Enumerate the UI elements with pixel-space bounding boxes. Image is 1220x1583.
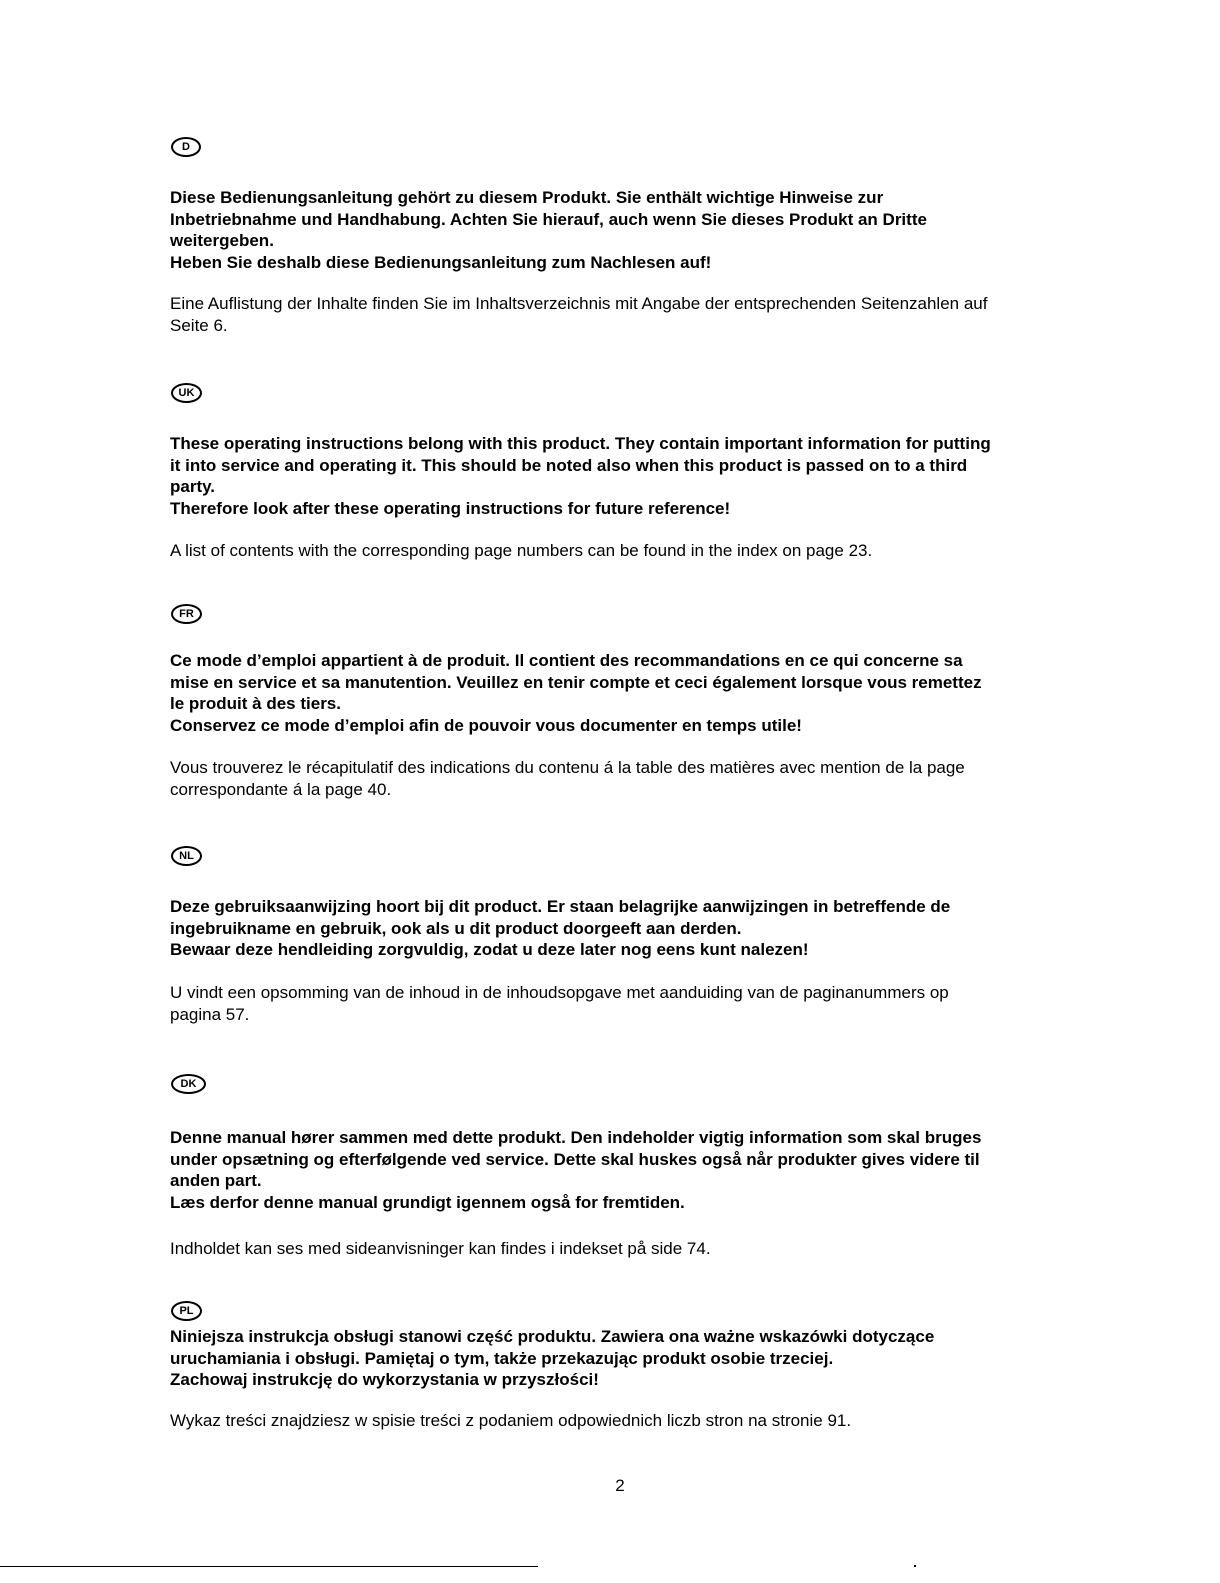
- language-badge-pl: PL: [171, 1301, 202, 1321]
- text-line: party.: [170, 477, 216, 496]
- text-line: Eine Auflistung der Inhalte finden Sie im Inhaltsverzeichnis mit Angabe der entsprechenden Seitenzahlen auf: [170, 294, 988, 313]
- dk-notice-bold: [170, 1127, 1080, 1213]
- text-line: correspondante á la page 40.: [170, 779, 392, 799]
- de-notice-bold: [170, 187, 1080, 273]
- text-line: Diese Bedienungsanleitung gehört zu diesem Produkt. Sie enthält wichtige Hinweise zur: [170, 188, 884, 207]
- text-line: Niniejsza instrukcja obsługi stanowi część produktu. Zawiera ona ważne wskazówki dotyczące: [170, 1327, 935, 1346]
- text-line: Bewaar deze hendleiding zorgvuldig, zodat u deze later nog eens kunt nalezen!: [170, 940, 809, 959]
- language-badge-fr: FR: [171, 604, 202, 624]
- nl-contents-note: [170, 982, 1080, 1025]
- fr-notice-bold: [170, 650, 1080, 736]
- language-badge-uk: UK: [171, 383, 202, 403]
- text-line: Deze gebruiksaanwijzing hoort bij dit product. Er staan belagrijke aanwijzingen in betreffende de: [170, 897, 951, 916]
- text-line: weitergeben.: [170, 231, 274, 250]
- text-line: pagina 57.: [170, 1004, 250, 1024]
- text-line: under opsætning og efterfølgende ved service. Dette skal huskes også når produkter gives videre til: [170, 1149, 980, 1169]
- text-line: Denne manual hører sammen med dette produkt. Den indeholder vigtig information som skal bruges: [170, 1128, 982, 1147]
- text-line: it into service and operating it. This should be noted also when this product is passed on to a third: [170, 455, 968, 475]
- text-line: le produit à des tiers.: [170, 694, 341, 713]
- text-line: Indholdet kan ses med sideanvisninger kan findes i indekset på side 74.: [170, 1239, 711, 1258]
- text-line: Zachowaj instrukcję do wykorzystania w przyszłości!: [170, 1370, 599, 1389]
- nl-notice-bold: [170, 896, 1080, 961]
- text-line: anden part.: [170, 1171, 262, 1190]
- text-line: These operating instructions belong with this product. They contain important information for putting: [170, 434, 991, 453]
- uk-notice-bold: [170, 433, 1080, 519]
- text-line: ingebruikname en gebruik, ook als u dit product doorgeeft aan derden.: [170, 918, 742, 938]
- pl-notice-bold: [170, 1326, 1080, 1391]
- footer-rule: [0, 1566, 538, 1567]
- text-line: Conservez ce mode d’emploi afin de pouvoir vous documenter en temps utile!: [170, 715, 802, 735]
- uk-contents-note: [170, 540, 1080, 562]
- text-line: Therefore look after these operating instructions for future reference!: [170, 498, 731, 518]
- text-line: U vindt een opsomming van de inhoud in de inhoudsopgave met aanduiding van de paginanummers op: [170, 983, 949, 1002]
- dk-contents-note: [170, 1238, 1080, 1260]
- language-badge-dk: DK: [171, 1074, 206, 1094]
- text-line: Inbetriebnahme und Handhabung. Achten Sie hierauf, auch wenn Sie dieses Produkt an Dritte: [170, 209, 927, 229]
- text-line: A list of contents with the corresponding page numbers can be found in the index on page 23.: [170, 541, 873, 560]
- page-number: 2: [615, 1476, 625, 1495]
- pl-contents-note: [170, 1410, 1080, 1432]
- text-line: Wykaz treści znajdziesz w spisie treści z podaniem odpowiednich liczb stron na stronie 91.: [170, 1411, 852, 1430]
- text-line: uruchamiania i obsługi. Pamiętaj o tym, także przekazując produkt osobie trzeciej.: [170, 1348, 834, 1368]
- fr-contents-note: [170, 757, 1080, 800]
- text-line: Ce mode d’emploi appartient à de produit. Il contient des recommandations en ce qui concerne sa: [170, 651, 963, 670]
- footer-mark: [914, 1565, 916, 1567]
- text-line: Heben Sie deshalb diese Bedienungsanleitung zum Nachlesen auf!: [170, 252, 712, 272]
- language-badge-nl: NL: [171, 846, 202, 866]
- text-line: mise en service et sa manutention. Veuillez en tenir compte et ceci également lorsque vous remettez: [170, 672, 982, 692]
- text-line: Læs derfor denne manual grundigt igennem også for fremtiden.: [170, 1192, 685, 1212]
- de-contents-note: [170, 293, 1080, 336]
- language-badge-de: D: [171, 137, 201, 157]
- text-line: Vous trouverez le récapitulatif des indications du contenu á la table des matières avec mention de la page: [170, 758, 965, 777]
- text-line: Seite 6.: [170, 315, 228, 335]
